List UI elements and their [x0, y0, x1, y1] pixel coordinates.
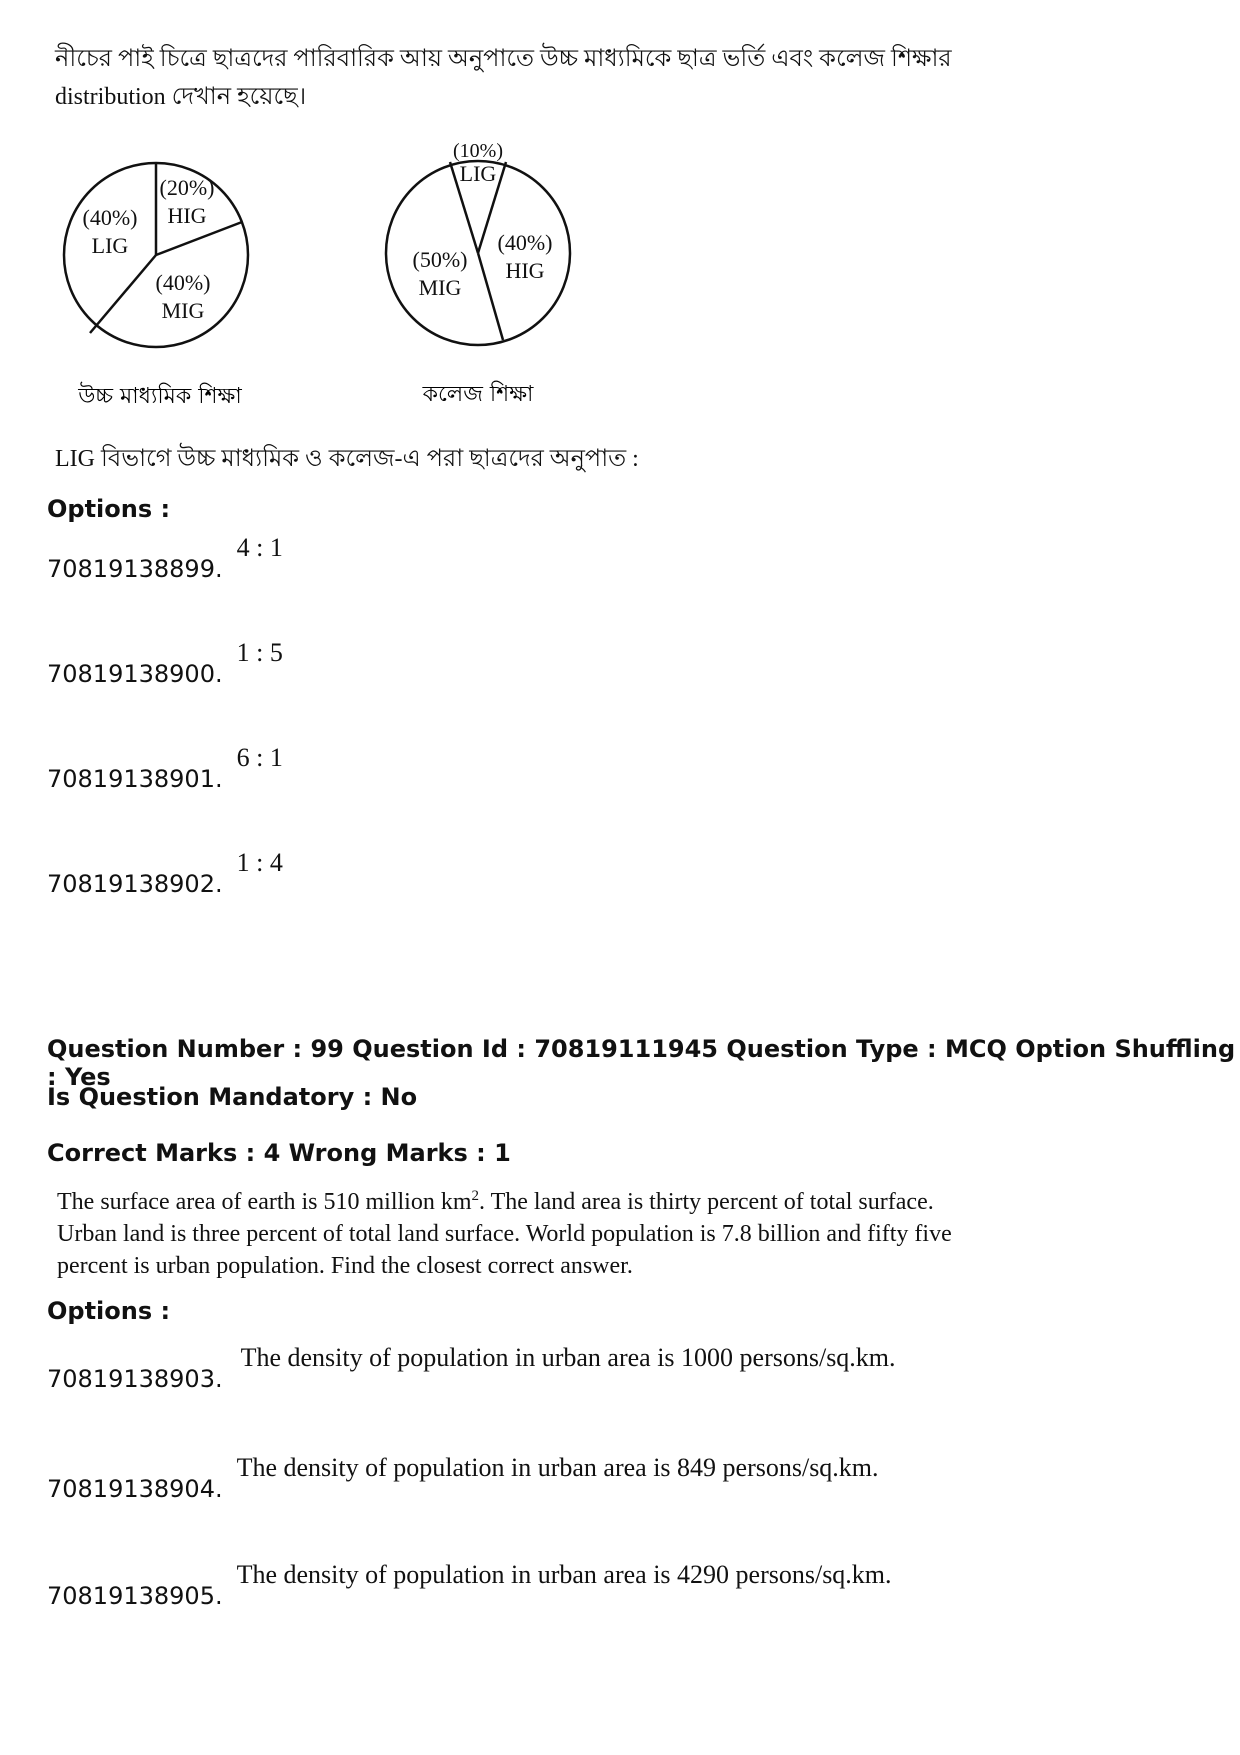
q99-meta-line3: Correct Marks : 4 Wrong Marks : 1 — [47, 1139, 511, 1167]
pie2-mig-label: MIG — [418, 275, 462, 300]
pie2-lig-pct: (10%) — [453, 140, 503, 162]
option-id: 70819138899. — [47, 555, 223, 583]
option-text: The density of population in urban area is 849 persons/sq.km. — [236, 1453, 879, 1482]
q98-option-2[interactable] — [47, 638, 283, 688]
pie1-mig-pct: (40%) — [155, 270, 211, 295]
q99-option-2[interactable] — [47, 1453, 879, 1503]
option-text: 6 : 1 — [236, 743, 283, 772]
q99-meta-line1: Question Number : 99 Question Id : 70819111945 Question Type : MCQ Option Shuffling : Yes — [47, 1035, 1236, 1091]
option-text: 4 : 1 — [236, 533, 283, 562]
q98-options-heading: Options : — [47, 495, 171, 523]
q99-body-line1 — [57, 1180, 957, 1218]
pie-college — [386, 140, 570, 407]
option-id: 70819138904. — [47, 1475, 223, 1503]
option-id: 70819138900. — [47, 660, 223, 688]
q99-options-heading: Options : — [47, 1297, 171, 1325]
q98-option-4[interactable] — [47, 848, 283, 898]
pie1-title: উচ্চ মাধ্যমিক শিক্ষা — [78, 384, 242, 409]
pie1-lig-label: LIG — [91, 233, 129, 258]
q99-body-line2: Urban land is three percent of total land surface. World population is 7.8 billion and fifty five — [57, 1221, 952, 1247]
pie2-lig-label: LIG — [459, 161, 497, 186]
pie1-divider-mig-lig — [90, 255, 156, 333]
pie-charts — [50, 135, 610, 425]
q99-option-1[interactable] — [47, 1343, 896, 1393]
pie2-title: কলেজ শিক্ষা — [422, 382, 534, 407]
pie-higher-secondary — [64, 163, 248, 409]
q99-meta-line2: Is Question Mandatory : No — [47, 1083, 418, 1111]
pie1-hig-label: HIG — [167, 203, 207, 228]
q98-option-3[interactable] — [47, 743, 283, 793]
option-text: 1 : 5 — [236, 638, 283, 667]
q99-body-line1-a: The surface area of earth is 510 million km — [57, 1189, 472, 1215]
q99-body — [57, 1180, 957, 1282]
pie2-divider-hig-mig — [478, 253, 503, 340]
q98-intro: নীচের পাই চিত্রে ছাত্রদের পারিবারিক আয় অনুপাতে উচ্চ মাধ্যমিকে ছাত্র ভর্তি এবং কলেজ শিক্ষার distribution দেখান হয়েছে। — [55, 46, 952, 110]
option-id: 70819138905. — [47, 1582, 223, 1610]
option-id: 70819138902. — [47, 870, 223, 898]
q99-option-3[interactable] — [47, 1560, 892, 1610]
q99-body-line3: percent is urban population. Find the closest correct answer. — [57, 1253, 633, 1279]
q99-body-line1-sup: 2 — [471, 1188, 480, 1204]
pie1-mig-label: MIG — [161, 298, 205, 323]
pie2-mig-pct: (50%) — [412, 247, 468, 272]
pie2-hig-pct: (40%) — [497, 230, 553, 255]
q98-question: LIG বিভাগে উচ্চ মাধ্যমিক ও কলেজ-এ পরা ছাত্রদের অনুপাত : — [55, 446, 639, 472]
q99-body-line1-b: . The land area is thirty percent of total surface. — [479, 1189, 934, 1215]
pie1-lig-pct: (40%) — [82, 205, 138, 230]
option-id: 70819138901. — [47, 765, 223, 793]
option-text: 1 : 4 — [236, 848, 283, 877]
q98-option-1[interactable] — [47, 533, 283, 583]
pie2-hig-label: HIG — [505, 258, 545, 283]
option-text: The density of population in urban area is 1000 persons/sq.km. — [240, 1343, 896, 1372]
pie1-hig-pct: (20%) — [159, 175, 215, 200]
option-text: The density of population in urban area is 4290 persons/sq.km. — [236, 1560, 892, 1589]
option-id: 70819138903. — [47, 1365, 223, 1393]
